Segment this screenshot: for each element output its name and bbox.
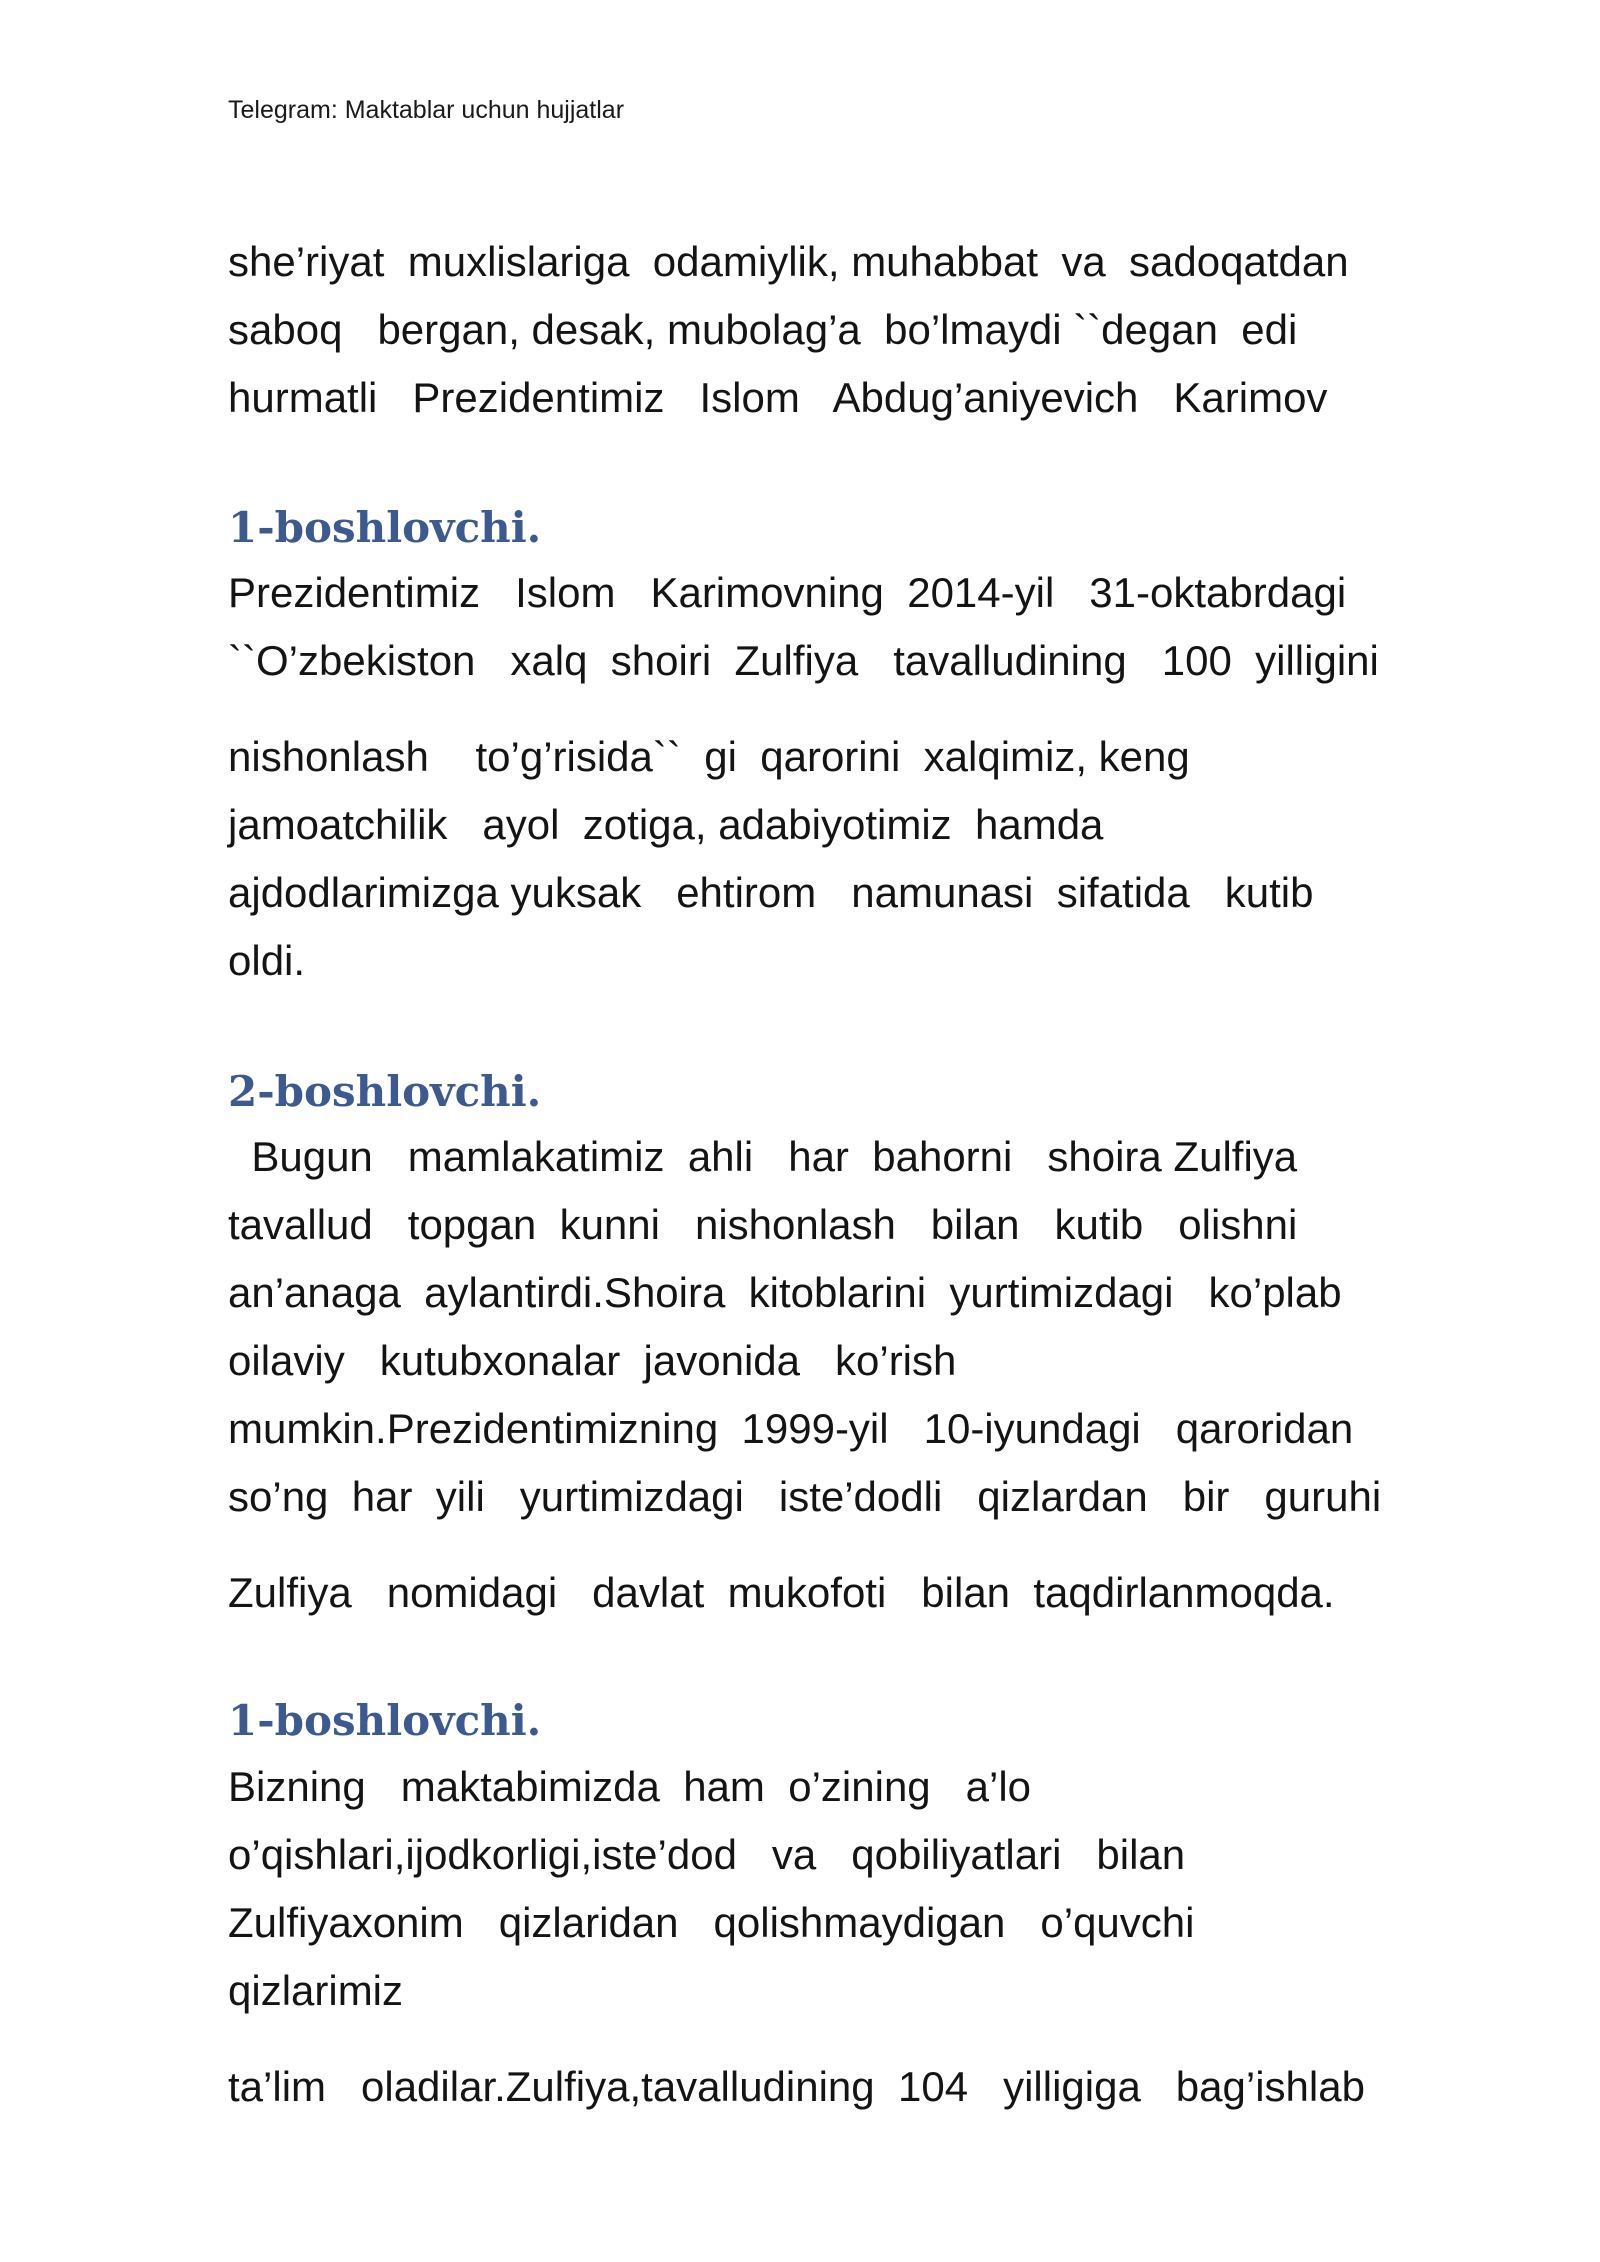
speaker-heading: 1-boshlovchi.: [228, 1696, 542, 1745]
body-line: tavallud topgan kunni nishonlash bilan kutib olishni: [228, 1201, 1298, 1248]
body-line: an’anaga aylantirdi.Shoira kitoblarini yurtimizdagi ko’plab: [228, 1269, 1342, 1316]
body-line: Zulfiya nomidagi davlat mukofoti bilan taqdirlanmoqda.: [228, 1569, 1335, 1616]
body-line: hurmatli Prezidentimiz Islom Abdug’aniyevich Karimov: [228, 374, 1328, 421]
page-header: Telegram: Maktablar uchun hujjatlar: [228, 96, 625, 124]
body-line: ta’lim oladilar.Zulfiya,tavalludining 104 yilligiga bag’ishlab: [228, 2063, 1365, 2110]
body-line: Zulfiyaxonim qizlaridan qolishmaydigan o’quvchi: [228, 1899, 1195, 1946]
body-line: jamoatchilik ayol zotiga, adabiyotimiz hamda: [228, 801, 1104, 848]
body-line: oilaviy kutubxonalar javonida ko’rish: [228, 1337, 957, 1384]
body-line: Prezidentimiz Islom Karimovning 2014-yil 31-oktabrdagi: [228, 569, 1347, 616]
body-line: Bugun mamlakatimiz ahli har bahorni shoira Zulfiya: [228, 1133, 1298, 1180]
speaker-heading: 2-boshlovchi.: [228, 1067, 542, 1116]
body-line: o’qishlari,ijodkorligi,iste’dod va qobiliyatlari bilan: [228, 1831, 1186, 1878]
body-line: so’ng har yili yurtimizdagi iste’dodli qizlardan bir guruhi: [228, 1473, 1382, 1520]
body-line: mumkin.Prezidentimizning 1999-yil 10-iyundagi qaroridan: [228, 1405, 1354, 1452]
body-line: ``O’zbekiston xalq shoiri Zulfiya tavalludining 100 yilligini: [228, 637, 1379, 684]
body-line: oldi.: [228, 937, 306, 984]
body-line: she’riyat muxlislariga odamiylik, muhabbat va sadoqatdan: [228, 238, 1349, 285]
body-line: nishonlash to’g’risida`` gi qarorini xalqimiz, keng: [228, 733, 1190, 780]
body-line: ajdodlarimizga yuksak ehtirom namunasi sifatida kutib: [228, 869, 1314, 916]
body-line: Bizning maktabimizda ham o’zining a’lo: [228, 1763, 1032, 1810]
body-line: qizlarimiz: [228, 1967, 404, 2014]
speaker-heading: 1-boshlovchi.: [228, 503, 542, 552]
body-line: saboq bergan, desak, mubolag’a bo’lmaydi ``degan edi: [228, 306, 1298, 353]
